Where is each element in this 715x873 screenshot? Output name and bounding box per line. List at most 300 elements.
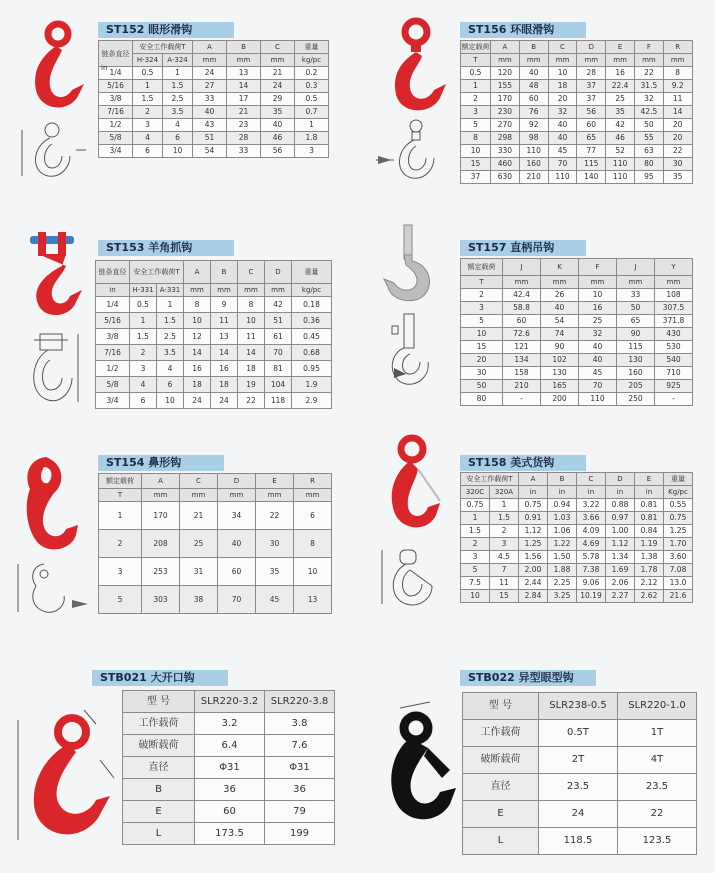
special-eye-hook-icon xyxy=(380,700,460,830)
row-label-cell: 5/16 xyxy=(96,313,130,329)
table-cell: 2.62 xyxy=(635,590,664,603)
table-cell: 170 xyxy=(142,502,180,530)
american-cargo-hook-icon xyxy=(382,435,446,537)
table-row xyxy=(461,525,693,538)
table-cell: 60 xyxy=(519,93,548,106)
row-label-cell: 15 xyxy=(461,158,491,171)
table-cell: 51 xyxy=(193,132,227,145)
st152-h-c: C xyxy=(261,41,295,54)
table-cell: 1.38 xyxy=(635,551,664,564)
table-cell: 110 xyxy=(519,145,548,158)
row-label-cell: 5/16 xyxy=(99,80,133,93)
row-label-cell: 2 xyxy=(99,530,142,558)
row-label-cell: 3/8 xyxy=(96,329,130,345)
table-row xyxy=(461,80,693,93)
row-label-cell: 50 xyxy=(461,380,503,393)
table-row xyxy=(99,530,332,558)
table-cell: 253 xyxy=(142,558,180,586)
row-label-cell: 7.5 xyxy=(461,577,490,590)
table-row xyxy=(99,558,332,586)
table-cell: 14 xyxy=(184,345,211,361)
table-cell: 4.69 xyxy=(577,538,606,551)
table-cell: 54 xyxy=(541,315,579,328)
st156-h: F xyxy=(634,41,663,54)
st157-title: ST157 直柄吊钩 xyxy=(460,240,586,256)
st154-h: E xyxy=(256,474,294,489)
st153-h: B xyxy=(211,261,238,284)
table-cell: 4.09 xyxy=(577,525,606,538)
table-cell: 2.44 xyxy=(519,577,548,590)
table-cell: 1.12 xyxy=(606,538,635,551)
st153-h: D xyxy=(265,261,292,284)
table-cell: 4.5 xyxy=(490,551,519,564)
st154-h: R xyxy=(294,474,332,489)
table-row xyxy=(463,801,697,828)
table-cell: 24 xyxy=(261,80,295,93)
table-cell: 6 xyxy=(130,393,157,409)
stb021-title: STB021 大开口钩 xyxy=(92,670,228,686)
table-cell: 27 xyxy=(193,80,227,93)
st156-h2: mm xyxy=(577,54,606,67)
st152-unit-in: in xyxy=(101,64,108,72)
table-cell: 40 xyxy=(541,302,579,315)
table-cell: SLR220-3.8 xyxy=(265,691,335,713)
table-cell: 70 xyxy=(265,345,292,361)
st157-h2: mm xyxy=(617,276,655,289)
table-cell: 6 xyxy=(294,502,332,530)
table-cell: 14 xyxy=(238,345,265,361)
table-cell: Φ31 xyxy=(265,757,335,779)
st158-h2: in xyxy=(519,486,548,499)
table-cell: 1 xyxy=(130,313,157,329)
table-cell: 45 xyxy=(579,367,617,380)
table-cell: 123.5 xyxy=(618,828,697,855)
st153-h: C xyxy=(238,261,265,284)
table-cell: 6 xyxy=(163,132,193,145)
table-cell: 160 xyxy=(617,367,655,380)
table-row xyxy=(461,158,693,171)
table-row xyxy=(461,354,693,367)
table-row xyxy=(123,757,335,779)
stb022-table xyxy=(462,692,697,855)
eye-hook-drawing-icon xyxy=(18,120,88,182)
table-row xyxy=(463,720,697,747)
row-label-cell: L xyxy=(123,823,195,845)
st158-h2: 320C xyxy=(461,486,490,499)
clevis-grab-hook-icon xyxy=(22,232,86,320)
st158-h2: in xyxy=(606,486,635,499)
table-cell: 32 xyxy=(548,106,577,119)
table-cell: 14 xyxy=(663,106,692,119)
table-cell: 1.25 xyxy=(519,538,548,551)
table-cell: 38 xyxy=(180,586,218,614)
table-cell: 710 xyxy=(655,367,693,380)
table-cell: 104 xyxy=(265,377,292,393)
st158-table xyxy=(460,472,693,603)
table-cell: 45 xyxy=(256,586,294,614)
table-cell: 0.2 xyxy=(295,67,329,80)
st152-h2: mm xyxy=(261,54,295,67)
table-cell: 0.91 xyxy=(519,512,548,525)
table-row xyxy=(99,502,332,530)
table-cell: 50 xyxy=(634,119,663,132)
st152-table xyxy=(98,40,329,158)
st157-table xyxy=(460,258,693,406)
table-cell: 40 xyxy=(548,132,577,145)
table-cell: 40 xyxy=(218,530,256,558)
table-cell: 56 xyxy=(261,145,295,158)
table-cell: 46 xyxy=(261,132,295,145)
row-label-cell: 20 xyxy=(461,354,503,367)
table-cell: 2 xyxy=(490,525,519,538)
st152-h2: mm xyxy=(193,54,227,67)
row-label-cell: 30 xyxy=(461,367,503,380)
table-row xyxy=(123,713,335,735)
row-label-cell: 3 xyxy=(461,551,490,564)
table-cell: 76 xyxy=(519,106,548,119)
table-cell: 8 xyxy=(294,530,332,558)
table-cell: 22 xyxy=(238,393,265,409)
table-cell: 0.55 xyxy=(664,499,693,512)
st154-h: D xyxy=(218,474,256,489)
row-label-cell: 5/8 xyxy=(96,377,130,393)
table-row xyxy=(99,119,329,132)
table-row xyxy=(461,590,693,603)
table-cell: 35 xyxy=(606,106,635,119)
table-cell: 158 xyxy=(503,367,541,380)
table-cell: 173.5 xyxy=(195,823,265,845)
table-cell: 155 xyxy=(491,80,520,93)
table-cell: 110 xyxy=(606,158,635,171)
table-cell: 81 xyxy=(265,361,292,377)
table-cell: 63 xyxy=(634,145,663,158)
table-cell: 23 xyxy=(227,119,261,132)
table-cell: 250 xyxy=(617,393,655,406)
st153-table xyxy=(95,260,332,409)
nose-hook-drawing-icon xyxy=(14,560,90,616)
table-cell: 7.38 xyxy=(577,564,606,577)
table-row xyxy=(96,345,332,361)
table-cell: 15 xyxy=(490,590,519,603)
table-cell: 21.6 xyxy=(664,590,693,603)
row-label-cell: 1.5 xyxy=(461,525,490,538)
row-label-cell: 2 xyxy=(461,538,490,551)
row-label-cell: 型 号 xyxy=(463,693,539,720)
table-cell: 54 xyxy=(193,145,227,158)
row-label-cell: B xyxy=(123,779,195,801)
table-cell: 160 xyxy=(519,158,548,171)
row-label-cell: 5 xyxy=(99,586,142,614)
row-label-cell: 1/2 xyxy=(96,361,130,377)
table-cell: 0.75 xyxy=(664,512,693,525)
row-label-cell: 5 xyxy=(461,315,503,328)
table-cell: 60 xyxy=(577,119,606,132)
st156-table xyxy=(460,40,693,184)
table-cell: 6.4 xyxy=(195,735,265,757)
st158-h: B xyxy=(548,473,577,486)
table-cell: 0.5 xyxy=(295,93,329,106)
row-label-cell: 3/8 xyxy=(99,93,133,106)
table-cell: 23.5 xyxy=(618,774,697,801)
st157-h2: mm xyxy=(579,276,617,289)
st156-h: C xyxy=(548,41,577,54)
st152-h2: kg/pc xyxy=(295,54,329,67)
table-cell: 925 xyxy=(655,380,693,393)
table-cell: 65 xyxy=(617,315,655,328)
st153-h-chain: 链条直径 xyxy=(96,261,130,284)
table-cell: 1.56 xyxy=(519,551,548,564)
st158-h: A xyxy=(519,473,548,486)
american-hook-drawing-icon xyxy=(380,548,452,610)
table-cell: 130 xyxy=(617,354,655,367)
table-cell: 270 xyxy=(491,119,520,132)
table-cell: 13 xyxy=(211,329,238,345)
st157-h2: mm xyxy=(541,276,579,289)
table-cell: 1.5 xyxy=(133,93,163,106)
table-cell: 7.08 xyxy=(664,564,693,577)
table-row xyxy=(123,779,335,801)
table-row xyxy=(463,747,697,774)
table-cell: 35 xyxy=(256,558,294,586)
row-label-cell: 工作载荷 xyxy=(463,720,539,747)
table-cell: 210 xyxy=(503,380,541,393)
table-cell: 56 xyxy=(577,106,606,119)
table-cell: 35 xyxy=(663,171,692,184)
table-cell: 10 xyxy=(238,313,265,329)
st156-h2: mm xyxy=(634,54,663,67)
row-label-cell: 10 xyxy=(461,328,503,341)
table-cell: 70 xyxy=(548,158,577,171)
table-cell: 79 xyxy=(265,801,335,823)
table-cell: 165 xyxy=(541,380,579,393)
big-opening-hook-icon xyxy=(14,700,118,850)
table-row xyxy=(461,551,693,564)
table-cell: 46 xyxy=(606,132,635,145)
table-cell: 0.3 xyxy=(295,80,329,93)
row-label-cell: 破断载荷 xyxy=(123,735,195,757)
st158-h2: Kg/pc xyxy=(664,486,693,499)
row-label-cell: 3 xyxy=(99,558,142,586)
table-cell: 1.25 xyxy=(664,525,693,538)
table-cell: 40 xyxy=(548,119,577,132)
swivel-hook-drawing-icon xyxy=(374,118,452,184)
st153-h2: in xyxy=(96,284,130,297)
row-label-cell: 7/16 xyxy=(96,345,130,361)
st152-h-chain: 链条直径 xyxy=(99,41,133,67)
row-label-cell: 15 xyxy=(461,341,503,354)
table-cell: 3.5 xyxy=(163,106,193,119)
st153-h2: H-331 xyxy=(130,284,157,297)
table-cell: Φ31 xyxy=(195,757,265,779)
table-cell: 140 xyxy=(577,171,606,184)
table-cell: 2T xyxy=(539,747,618,774)
table-cell: 7.6 xyxy=(265,735,335,757)
table-cell: 14 xyxy=(227,80,261,93)
row-label-cell: 3/4 xyxy=(99,145,133,158)
table-cell: 6 xyxy=(157,377,184,393)
table-cell: 20 xyxy=(663,132,692,145)
table-row xyxy=(96,313,332,329)
st154-h2: T xyxy=(99,489,142,502)
table-cell: 72.6 xyxy=(503,328,541,341)
table-cell: 3.2 xyxy=(195,713,265,735)
st154-h: A xyxy=(142,474,180,489)
table-cell: 115 xyxy=(617,341,655,354)
table-cell: 50 xyxy=(617,302,655,315)
st157-h2: T xyxy=(461,276,503,289)
st154-h2: mm xyxy=(294,489,332,502)
table-cell: 24 xyxy=(184,393,211,409)
st153-title: ST153 羊角抓钩 xyxy=(98,240,234,256)
table-cell: 40 xyxy=(193,106,227,119)
row-label-cell: 1/4 xyxy=(96,297,130,313)
table-cell: 37 xyxy=(577,93,606,106)
table-cell: 12 xyxy=(184,329,211,345)
st157-h: F xyxy=(579,259,617,276)
st156-title: ST156 环眼滑钩 xyxy=(460,22,586,38)
st157-h: K xyxy=(541,259,579,276)
st154-title: ST154 鼻形钩 xyxy=(98,455,224,471)
table-cell: 3.5 xyxy=(157,345,184,361)
st154-h2: mm xyxy=(180,489,218,502)
st154-h: 额定载荷 xyxy=(99,474,142,489)
table-cell: 24 xyxy=(193,67,227,80)
table-cell: 13 xyxy=(294,586,332,614)
table-cell: 77 xyxy=(577,145,606,158)
table-cell: 8 xyxy=(184,297,211,313)
row-label-cell: 80 xyxy=(461,393,503,406)
table-cell: 5.78 xyxy=(577,551,606,564)
table-cell: 0.36 xyxy=(292,313,332,329)
table-cell: 0.95 xyxy=(292,361,332,377)
st154-h2: mm xyxy=(256,489,294,502)
table-cell: 35 xyxy=(261,106,295,119)
st158-h: C xyxy=(577,473,606,486)
table-cell: 3.60 xyxy=(664,551,693,564)
table-cell: 29 xyxy=(261,93,295,106)
st156-h: D xyxy=(577,41,606,54)
table-cell: 0.88 xyxy=(606,499,635,512)
row-label-cell: 2 xyxy=(461,289,503,302)
table-cell: 118 xyxy=(265,393,292,409)
table-cell: 0.94 xyxy=(548,499,577,512)
table-cell: 1 xyxy=(163,67,193,80)
table-cell: 42 xyxy=(606,119,635,132)
row-label-cell: 10 xyxy=(461,590,490,603)
table-row xyxy=(463,774,697,801)
table-cell: 298 xyxy=(491,132,520,145)
table-cell: 110 xyxy=(548,171,577,184)
table-cell: 1.88 xyxy=(548,564,577,577)
table-cell: 58.8 xyxy=(503,302,541,315)
row-label-cell: 5 xyxy=(461,119,491,132)
row-label-cell: 型 号 xyxy=(123,691,195,713)
table-row xyxy=(463,693,697,720)
table-row xyxy=(461,393,693,406)
table-cell: 60 xyxy=(195,801,265,823)
table-cell: 40 xyxy=(579,354,617,367)
table-row xyxy=(461,538,693,551)
table-cell: 11 xyxy=(490,577,519,590)
table-row xyxy=(461,132,693,145)
table-row xyxy=(123,801,335,823)
table-cell: 0.75 xyxy=(519,499,548,512)
table-row xyxy=(96,393,332,409)
row-label-cell: E xyxy=(463,801,539,828)
table-cell: 90 xyxy=(617,328,655,341)
table-cell: 118.5 xyxy=(539,828,618,855)
table-cell: 1.00 xyxy=(606,525,635,538)
st158-h2: in xyxy=(548,486,577,499)
table-cell: 540 xyxy=(655,354,693,367)
table-cell: 208 xyxy=(142,530,180,558)
table-cell: 0.84 xyxy=(635,525,664,538)
table-cell: 110 xyxy=(579,393,617,406)
table-cell: 17 xyxy=(227,93,261,106)
st157-h2: mm xyxy=(503,276,541,289)
table-cell: 2.25 xyxy=(548,577,577,590)
table-row xyxy=(99,93,329,106)
table-row xyxy=(461,564,693,577)
table-cell: 43 xyxy=(193,119,227,132)
table-cell: 2.5 xyxy=(157,329,184,345)
table-cell: 42.5 xyxy=(634,106,663,119)
table-cell: 22 xyxy=(256,502,294,530)
row-label-cell: 37 xyxy=(461,171,491,184)
table-cell: SLR220-1.0 xyxy=(618,693,697,720)
table-row xyxy=(99,67,329,80)
table-cell: 200 xyxy=(541,393,579,406)
table-cell: 0.45 xyxy=(292,329,332,345)
table-cell: 60 xyxy=(503,315,541,328)
st156-h: B xyxy=(519,41,548,54)
table-cell: 21 xyxy=(261,67,295,80)
table-cell: 1.5 xyxy=(163,80,193,93)
table-row xyxy=(123,735,335,757)
table-cell: 2.00 xyxy=(519,564,548,577)
row-label-cell: 直径 xyxy=(123,757,195,779)
table-cell: 9 xyxy=(211,297,238,313)
table-row xyxy=(99,106,329,119)
eye-hook-red-icon xyxy=(22,20,86,115)
st154-h: C xyxy=(180,474,218,489)
table-cell: 22.4 xyxy=(606,80,635,93)
nose-hook-icon xyxy=(22,455,80,555)
table-cell: 1.70 xyxy=(664,538,693,551)
table-cell: 3.22 xyxy=(577,499,606,512)
table-cell: 10 xyxy=(163,145,193,158)
table-cell: 7 xyxy=(490,564,519,577)
table-cell: 307.5 xyxy=(655,302,693,315)
table-cell: 65 xyxy=(577,132,606,145)
table-cell: 102 xyxy=(541,354,579,367)
table-cell: 0.97 xyxy=(606,512,635,525)
table-cell: 20 xyxy=(663,119,692,132)
table-cell: 51 xyxy=(265,313,292,329)
table-cell: 4 xyxy=(130,377,157,393)
table-cell: 115 xyxy=(577,158,606,171)
table-cell: 4 xyxy=(157,361,184,377)
table-cell: 11 xyxy=(663,93,692,106)
table-cell: 33 xyxy=(193,93,227,106)
table-row xyxy=(99,586,332,614)
table-cell: 1 xyxy=(157,297,184,313)
row-label-cell: 7/16 xyxy=(99,106,133,119)
table-cell: 25 xyxy=(180,530,218,558)
table-cell: 30 xyxy=(663,158,692,171)
st152-h2: mm xyxy=(227,54,261,67)
table-cell: 1.5 xyxy=(490,512,519,525)
